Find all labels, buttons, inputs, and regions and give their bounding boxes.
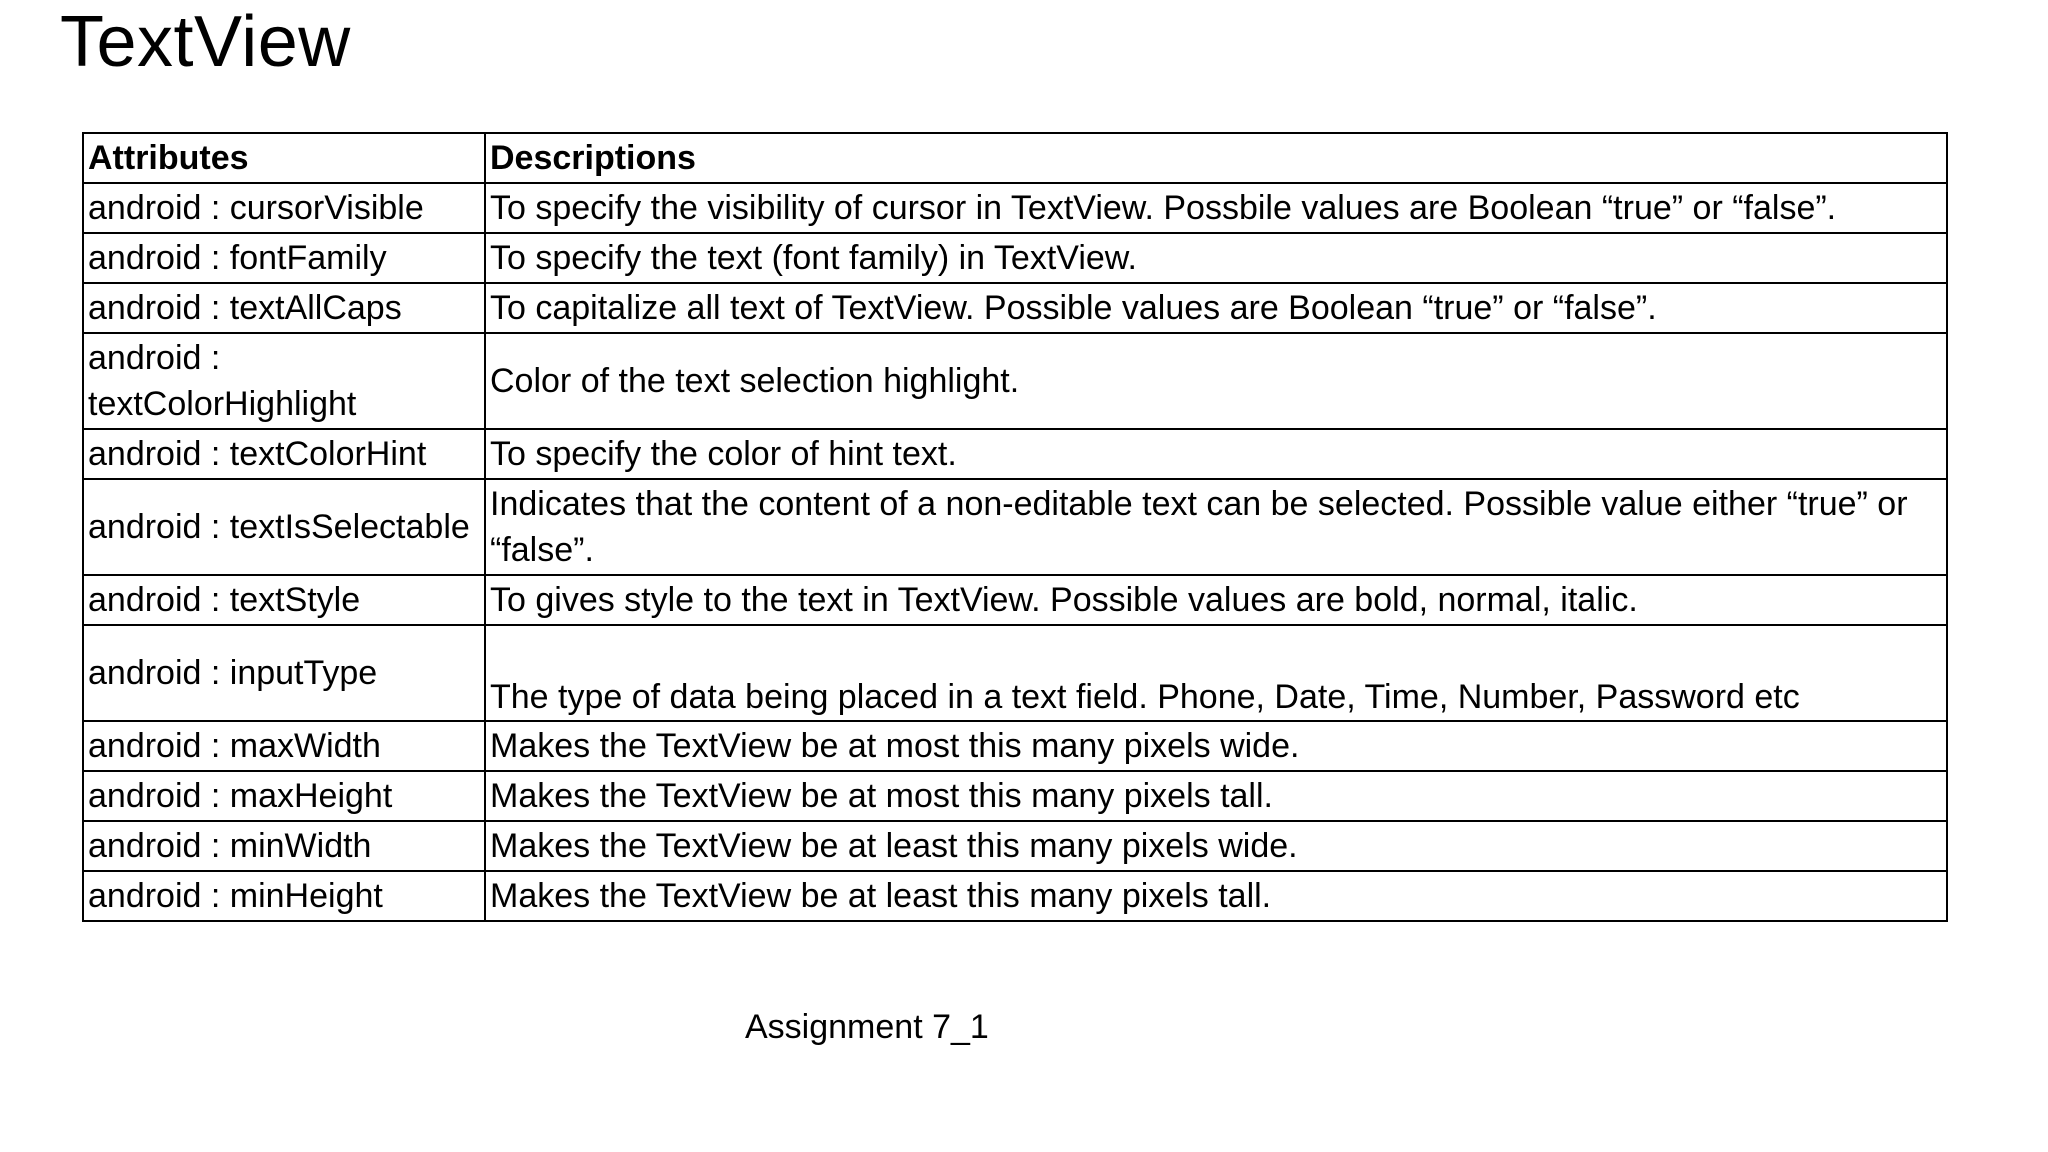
- table-row: [83, 771, 1947, 821]
- attribute-cell: android : minHeight: [83, 871, 485, 921]
- table-row: [83, 721, 1947, 771]
- table-row: [83, 233, 1947, 283]
- attributes-table: [82, 132, 1948, 922]
- description-cell: To capitalize all text of TextView. Possible values are Boolean “true” or “false”.: [485, 283, 1947, 333]
- attribute-cell: android : maxWidth: [83, 721, 485, 771]
- table-row: [83, 625, 1947, 721]
- description-cell: To gives style to the text in TextView. Possible values are bold, normal, italic.: [485, 575, 1947, 625]
- page-title: TextView: [60, 2, 351, 82]
- description-cell: Makes the TextView be at least this many pixels wide.: [485, 821, 1947, 871]
- table-row: [83, 283, 1947, 333]
- table-row: [83, 821, 1947, 871]
- header-attributes: Attributes: [83, 133, 485, 183]
- attribute-cell: android : maxHeight: [83, 771, 485, 821]
- description-cell: The type of data being placed in a text field. Phone, Date, Time, Number, Password etc: [485, 625, 1947, 721]
- description-cell: Indicates that the content of a non-editable text can be selected. Possible value either “true” or “false”.: [485, 479, 1947, 575]
- table-header-row: [83, 133, 1947, 183]
- description-cell: Makes the TextView be at most this many pixels wide.: [485, 721, 1947, 771]
- description-cell: Color of the text selection highlight.: [485, 333, 1947, 429]
- description-cell: Makes the TextView be at least this many pixels tall.: [485, 871, 1947, 921]
- table-row: [83, 183, 1947, 233]
- footer-text: Assignment 7_1: [745, 1008, 989, 1046]
- description-cell: To specify the text (font family) in TextView.: [485, 233, 1947, 283]
- description-cell: To specify the color of hint text.: [485, 429, 1947, 479]
- attribute-cell: android : cursorVisible: [83, 183, 485, 233]
- attribute-cell: android : minWidth: [83, 821, 485, 871]
- table-row: [83, 479, 1947, 575]
- header-descriptions: Descriptions: [485, 133, 1947, 183]
- description-cell: Makes the TextView be at most this many pixels tall.: [485, 771, 1947, 821]
- attribute-cell: android : textColorHighlight: [83, 333, 485, 429]
- attribute-cell: android : textColorHint: [83, 429, 485, 479]
- table-row: [83, 871, 1947, 921]
- attribute-cell: android : textAllCaps: [83, 283, 485, 333]
- table-row: [83, 333, 1947, 429]
- description-cell: To specify the visibility of cursor in TextView. Possbile values are Boolean “true” or “false”.: [485, 183, 1947, 233]
- table-row: [83, 429, 1947, 479]
- table-row: [83, 575, 1947, 625]
- attribute-cell: android : fontFamily: [83, 233, 485, 283]
- attribute-cell: android : textStyle: [83, 575, 485, 625]
- attribute-cell: android : textIsSelectable: [83, 479, 485, 575]
- attribute-cell: android : inputType: [83, 625, 485, 721]
